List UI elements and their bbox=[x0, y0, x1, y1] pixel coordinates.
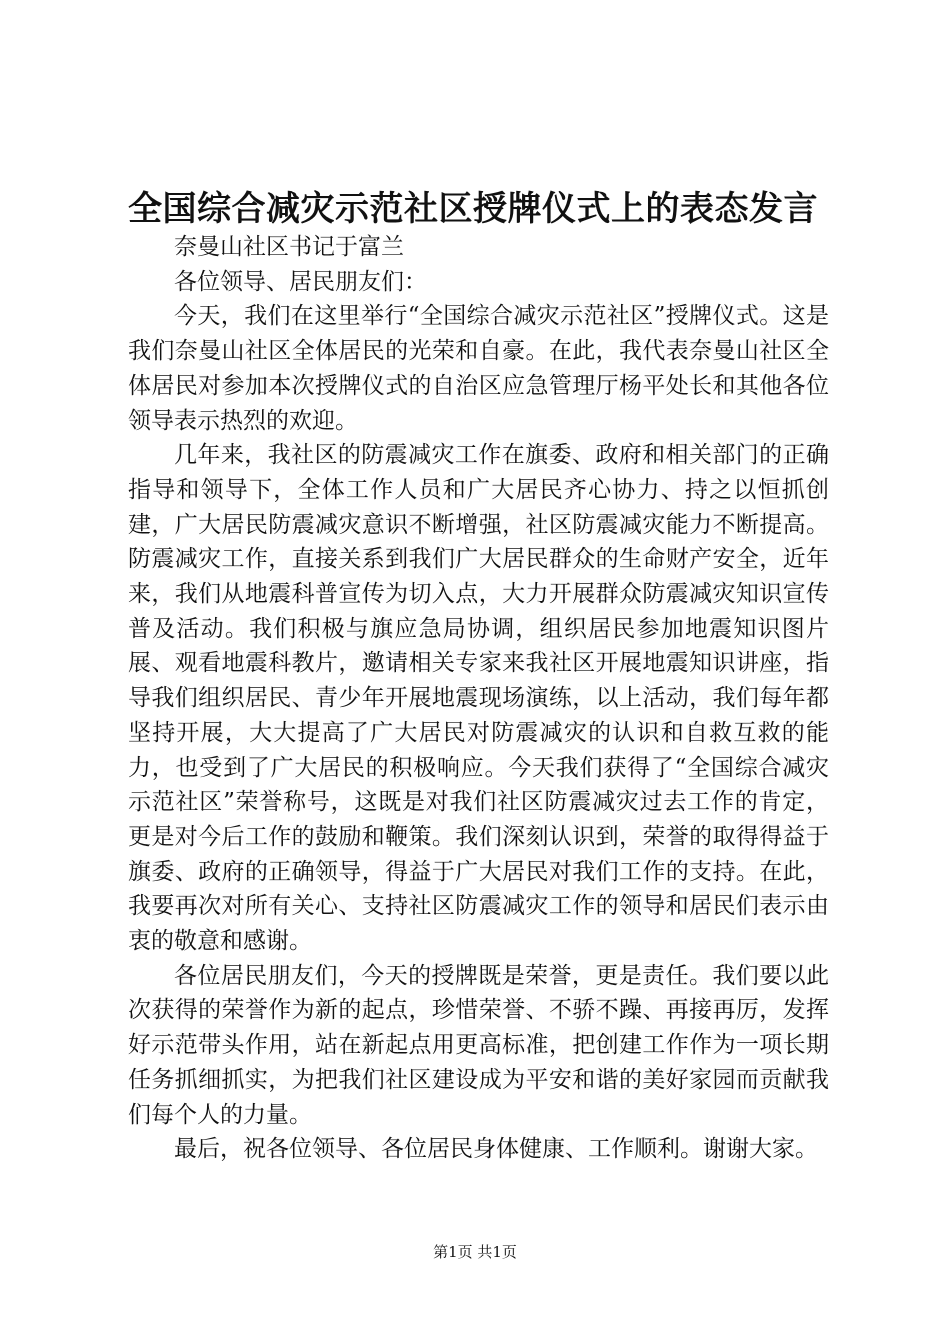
body-paragraph: 最后，祝各位领导、各位居民身体健康、工作顺利。谢谢大家。 bbox=[174, 1136, 818, 1163]
document-title: 全国综合减灾示范社区授牌仪式上的表态发言 bbox=[128, 189, 818, 229]
author-line: 奈曼山社区书记于富兰 bbox=[174, 234, 404, 260]
document-body bbox=[128, 230, 829, 1167]
body-paragraph: 几年来，我社区的防震减灾工作在旗委、政府和相关部门的正确指导和领导下，全体工作人员和广大居民齐心协力、持之以恒抓创建，广大居民防震减灾意识不断增强，社区防震减灾能力不断提高。防震减灾工作，直接关系到我们广大居民群众的生命财产安全，近年来，我们从地震科普宣传为切入点，大力开展群众防震减灾知识宣传普及活动。我们积极与旗应急局协调，组织居民参加地震知识图片展、观看地震科教片，邀请相关专家来我社区开展地震知识讲座，指导我们组织居民、青少年开展地震现场演练，以上活动，我们每年都坚持开展，大大提高了广大居民对防震减灾的认识和自救互救的能力，也受到了广大居民的积极响应。今天我们获得了“全国综合减灾示范社区”荣誉称号，这既是对我们社区防震减灾过去工作的肯定，更是对今后工作的鼓励和鞭策。我们深刻认识到，荣誉的取得得益于旗委、政府的正确领导，得益于广大居民对我们工作的支持。在此，我要再次对所有关心、支持社区防震减灾工作的领导和居民们表示由衷的敬意和感谢。 bbox=[128, 442, 829, 955]
page-number-footer: 第1页 共1页 bbox=[433, 1243, 517, 1261]
body-paragraph: 今天，我们在这里举行“全国综合减灾示范社区”授牌仪式。这是我们奈曼山社区全体居民的光荣和自豪。在此，我代表奈曼山社区全体居民对参加本次授牌仪式的自治区应急管理厅杨平处长和其他各位领导表示热烈的欢迎。 bbox=[128, 303, 829, 434]
salutation: 各位领导、居民朋友们： bbox=[174, 268, 427, 295]
body-paragraph: 各位居民朋友们，今天的授牌既是荣誉，更是责任。我们要以此次获得的荣誉作为新的起点，珍惜荣誉、不骄不躁、再接再厉，发挥好示范带头作用，站在新起点用更高标准，把创建工作作为一项长期任务抓细抓实，为把我们社区建设成为平安和谐的美好家园而贡献我们每个人的力量。 bbox=[128, 962, 829, 1128]
